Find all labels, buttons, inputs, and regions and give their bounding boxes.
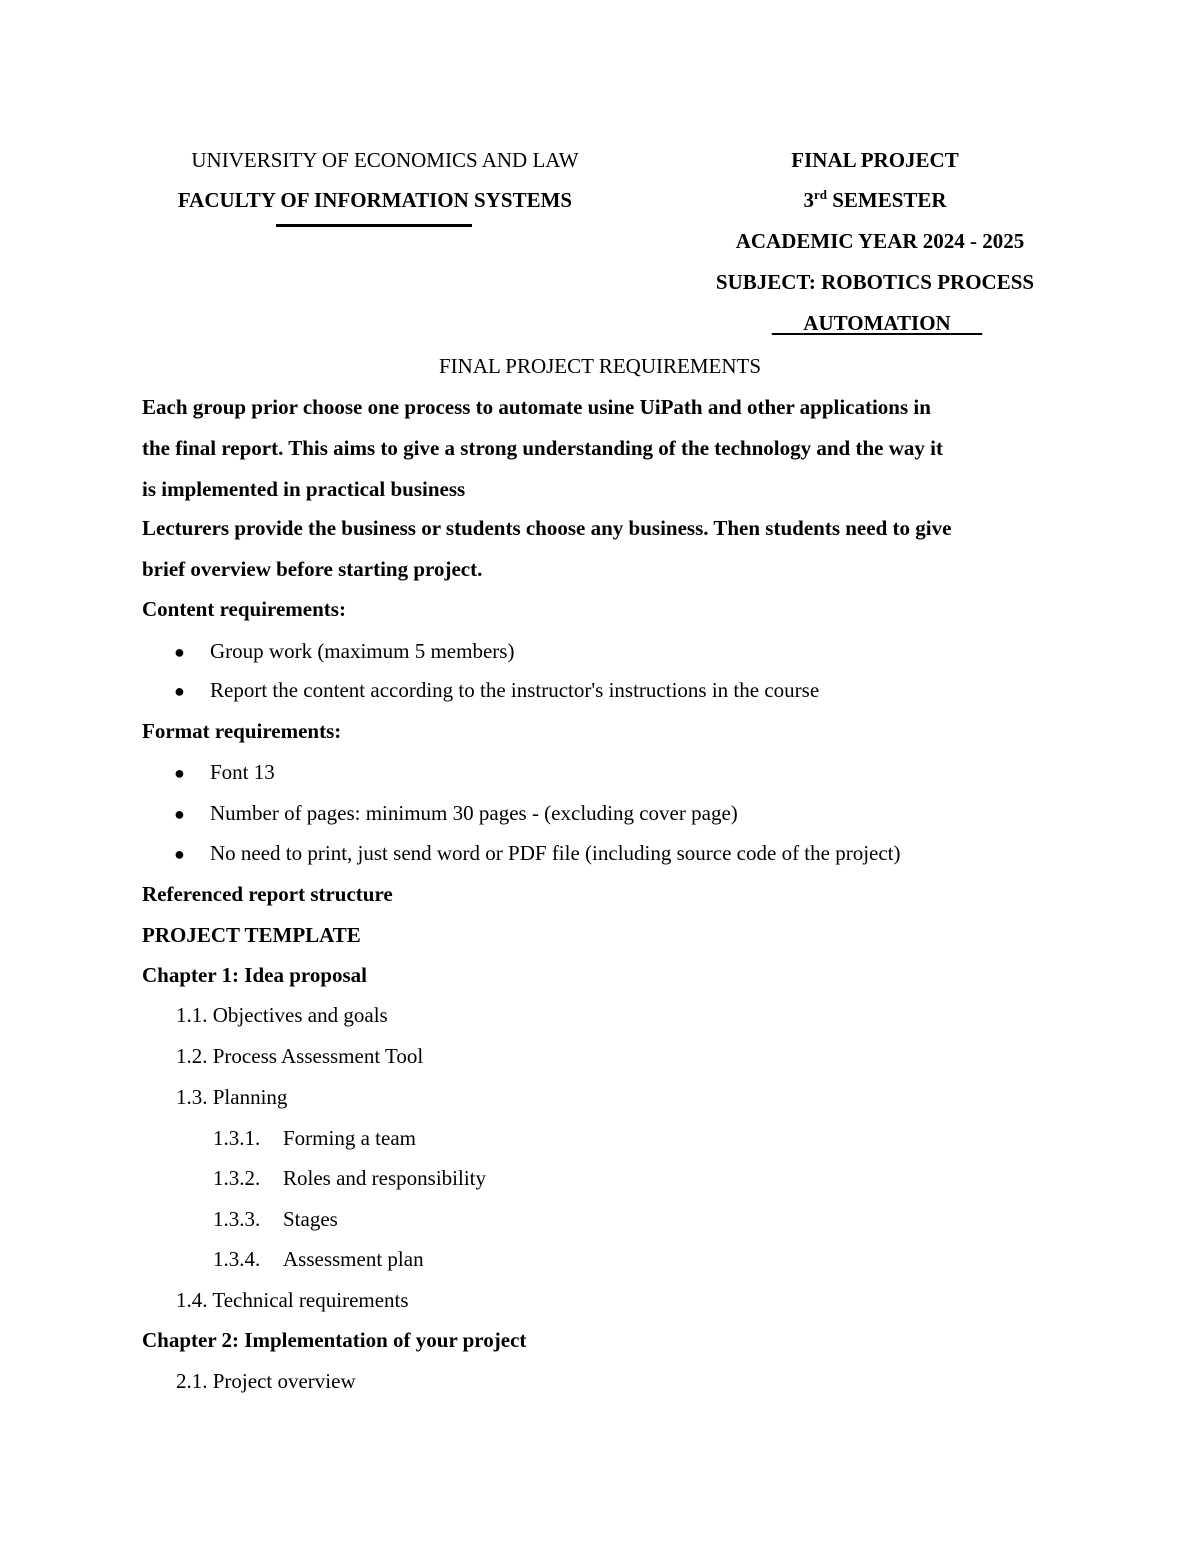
toc-subsection-number: 1.3.1. xyxy=(213,1126,261,1150)
chapter-1-title: Chapter 1: Idea proposal xyxy=(142,963,368,987)
referenced-structure-heading: Referenced report structure xyxy=(142,882,393,906)
semester-ordinal-suffix: rd xyxy=(813,187,827,202)
semester-word: SEMESTER xyxy=(826,188,947,212)
format-requirements-heading: Format requirements: xyxy=(142,719,342,743)
intro-line-5: brief overview before starting project. xyxy=(142,557,483,581)
bullet-icon: ● xyxy=(174,681,185,701)
university-name: UNIVERSITY OF ECONOMICS AND LAW xyxy=(191,148,579,172)
subject-automation: AUTOMATION xyxy=(803,311,951,335)
list-item: Report the content according to the instructor's instructions in the course xyxy=(210,678,820,702)
semester-label xyxy=(750,187,1000,212)
toc-subsection-number: 1.3.4. xyxy=(213,1247,261,1271)
final-project-label: FINAL PROJECT xyxy=(791,148,959,172)
toc-section: 1.3. Planning xyxy=(176,1085,288,1109)
chapter-2-title: Chapter 2: Implementation of your project xyxy=(142,1328,527,1352)
faculty-underline-rule xyxy=(276,224,472,227)
subject-line-2 xyxy=(752,313,1002,334)
bullet-icon: ● xyxy=(174,804,185,824)
toc-subsection-number: 1.3.3. xyxy=(213,1207,261,1231)
list-item: Group work (maximum 5 members) xyxy=(210,639,515,663)
toc-subsection-text: Roles and responsibility xyxy=(283,1166,486,1190)
bullet-icon: ● xyxy=(174,763,185,783)
content-requirements-heading: Content requirements: xyxy=(142,597,346,621)
list-item: Number of pages: minimum 30 pages - (excluding cover page) xyxy=(210,801,738,825)
toc-section: 1.2. Process Assessment Tool xyxy=(176,1044,424,1068)
toc-section: 2.1. Project overview xyxy=(176,1369,356,1393)
intro-line-3: is implemented in practical business xyxy=(142,477,466,501)
bullet-icon: ● xyxy=(174,844,185,864)
subject-line-2-text xyxy=(772,311,982,335)
subject-line-1: SUBJECT: ROBOTICS PROCESS xyxy=(715,270,1035,294)
list-item: Font 13 xyxy=(210,760,275,784)
toc-subsection-text: Forming a team xyxy=(283,1126,416,1150)
toc-section: 1.4. Technical requirements xyxy=(176,1288,409,1312)
faculty-name: FACULTY OF INFORMATION SYSTEMS xyxy=(177,188,573,212)
project-template-heading: PROJECT TEMPLATE xyxy=(142,923,361,947)
toc-section: 1.1. Objectives and goals xyxy=(176,1003,388,1027)
requirements-title: FINAL PROJECT REQUIREMENTS xyxy=(438,354,762,378)
list-item: No need to print, just send word or PDF file (including source code of the project) xyxy=(210,841,901,865)
toc-subsection-text: Stages xyxy=(283,1207,338,1231)
toc-subsection-number: 1.3.2. xyxy=(213,1166,261,1190)
semester-number: 3 xyxy=(803,188,814,212)
intro-line-2: the final report. This aims to give a strong understanding of the technology and the way it xyxy=(142,436,943,460)
toc-subsection-text: Assessment plan xyxy=(283,1247,424,1271)
intro-line-4: Lecturers provide the business or students choose any business. Then students need to give xyxy=(142,516,952,540)
intro-line-1: Each group prior choose one process to automate usine UiPath and other applications in xyxy=(142,395,931,419)
academic-year-label: ACADEMIC YEAR 2024 - 2025 xyxy=(735,229,1025,253)
bullet-icon: ● xyxy=(174,642,185,662)
